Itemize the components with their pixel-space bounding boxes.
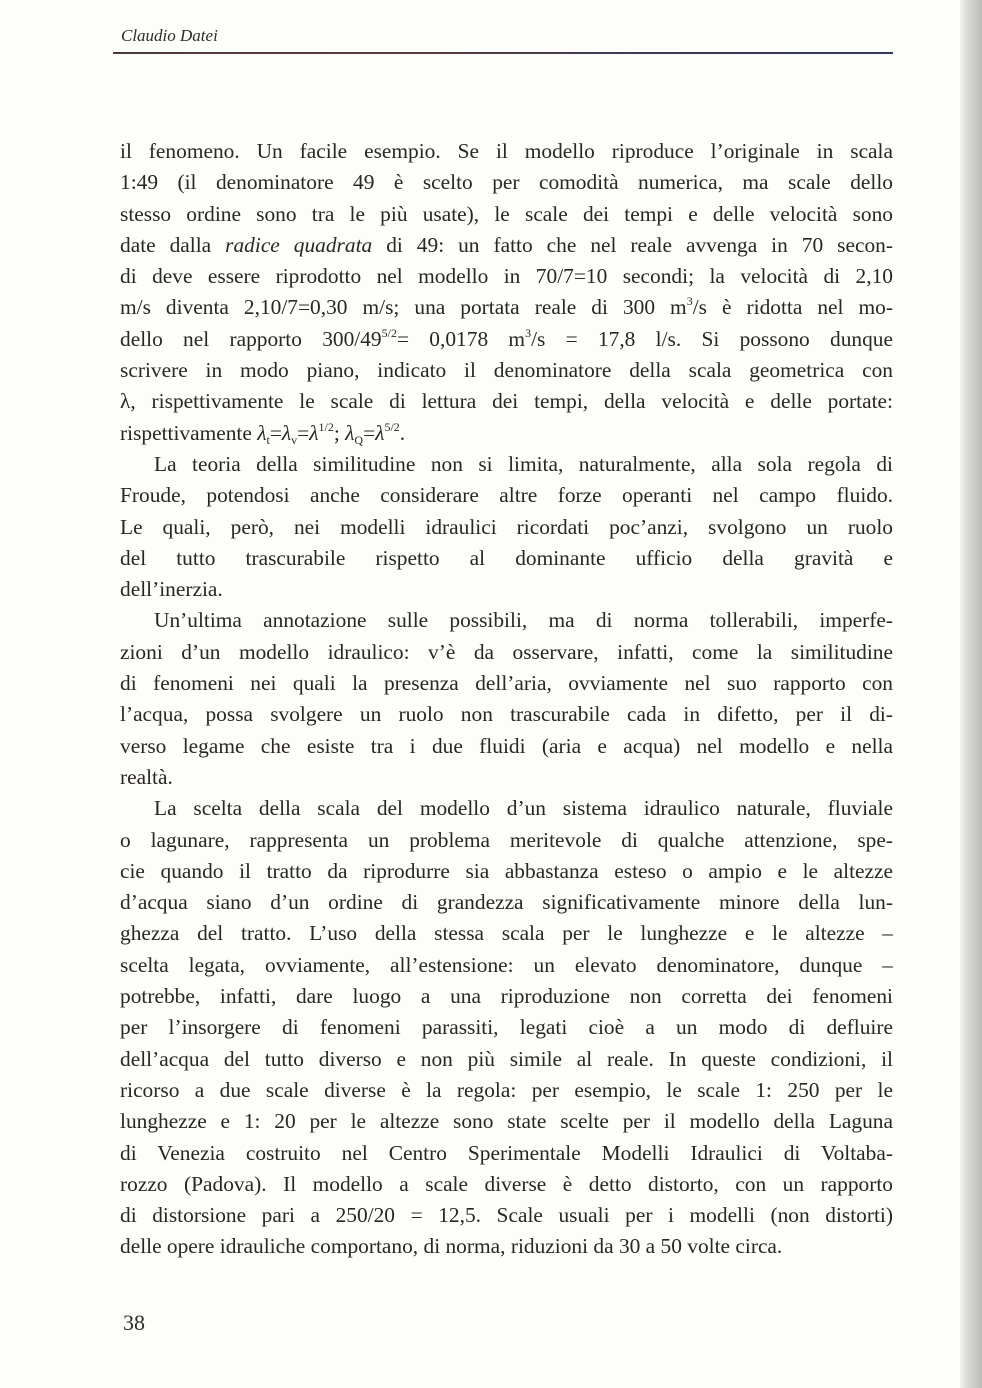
text-line: lunghezze e 1: 20 per le altezze sono state scelte per il modello della Laguna xyxy=(120,1109,893,1134)
paragraph-4 xyxy=(120,793,893,1262)
text-line xyxy=(120,292,893,323)
page-binding-edge xyxy=(960,0,982,1388)
text-run: . xyxy=(399,420,406,445)
text-line: La teoria della similitudine non si limita, naturalmente, alla sola regola di xyxy=(154,451,893,476)
text-line: dell’inerzia. xyxy=(120,577,223,602)
text-line: scrivere in modo piano, indicato il denominatore della scala geometrica con xyxy=(120,358,893,383)
text-line: λ, rispettivamente le scale di lettura dei tempi, della velocità e delle portate: xyxy=(120,389,893,414)
lambda-symbol: λ xyxy=(345,420,355,445)
text-line: per l’insorgere di fenomeni parassiti, legati cioè a un modo di defluire xyxy=(120,1015,893,1040)
text-line: delle opere idrauliche comportano, di norma, riduzioni da 30 a 50 volte circa. xyxy=(120,1234,783,1259)
text-line: La scelta della scala del modello d’un sistema idraulico naturale, fluviale xyxy=(154,796,893,821)
text-run: dello nel rapporto 300/49 xyxy=(120,326,382,351)
text-line: il fenomeno. Un facile esempio. Se il modello riproduce l’originale in scala xyxy=(120,139,893,163)
subscript: Q xyxy=(354,432,364,447)
text-run: rispettivamente xyxy=(120,420,258,445)
text-line xyxy=(120,324,893,355)
equals-sign: = xyxy=(297,420,310,445)
lambda-symbol: λ xyxy=(375,420,385,445)
text-line: Un’ultima annotazione sulle possibili, ma di norma tollerabili, imperfe- xyxy=(154,608,893,633)
lambda-symbol: λ xyxy=(257,420,267,445)
superscript: 1/2 xyxy=(318,419,334,434)
italic-term: radice quadrata xyxy=(225,232,373,257)
body-text xyxy=(120,136,893,1263)
text-line: del tutto trascurabile rispetto al dominante ufficio della gravità e xyxy=(120,545,893,570)
equals-sign: = xyxy=(269,420,282,445)
header-rule xyxy=(113,52,893,54)
text-line: ghezza del tratto. L’uso della stessa scala per le lunghezze e le altezze – xyxy=(120,921,893,946)
text-line: di deve essere riprodotto nel modello in 70/7=10 secondi; la velocità di 2,10 xyxy=(120,264,893,289)
text-line: Le quali, però, nei modelli idraulici ricordati poc’anzi, svolgono un ruolo xyxy=(120,514,893,539)
paragraph-1 xyxy=(120,136,893,449)
text-run: /s = 17,8 l/s. Si possono dunque xyxy=(531,326,893,351)
text-line: l’acqua, possa svolgere un ruolo non trascurabile cada in difetto, per il di- xyxy=(120,702,893,727)
subscript: t xyxy=(266,432,270,447)
page-number: 38 xyxy=(123,1310,145,1335)
text-line: di distorsione pari a 250/20 = 12,5. Scale usuali per i modelli (non distorti) xyxy=(120,1203,893,1228)
superscript: 5/2 xyxy=(384,419,400,434)
superscript: 3 xyxy=(525,325,532,340)
text-line: rozzo (Padova). Il modello a scale diverse è detto distorto, con un rapporto xyxy=(120,1171,893,1196)
text-line: cie quando il tratto da riprodurre sia abbastanza esteso o ampio e le altezze xyxy=(120,858,893,883)
lambda-symbol: λ xyxy=(309,420,319,445)
running-head-author: Claudio Datei xyxy=(121,26,218,45)
text-line: di fenomeni nei quali la presenza dell’aria, ovviamente nel suo rapporto con xyxy=(120,671,893,696)
subscript: v xyxy=(291,432,298,447)
text-run: di 49: un fatto che nel reale avvenga in 70 secon- xyxy=(372,232,893,257)
text-run: /s è ridotta nel mo- xyxy=(692,295,893,320)
lambda-symbol: λ xyxy=(281,420,292,445)
superscript: 5/2 xyxy=(381,325,397,340)
text-line: stesso ordine sono tra le più usate), le scale dei tempi e delle velocità sono xyxy=(120,201,893,226)
formula-line xyxy=(120,418,893,449)
superscript: 3 xyxy=(686,294,693,309)
paragraph-3 xyxy=(120,605,893,793)
text-line: potrebbe, infatti, dare luogo a una riproduzione non corretta dei fenomeni xyxy=(120,984,893,1009)
text-run: m/s diventa 2,10/7=0,30 m/s; una portata reale di 300 m xyxy=(120,295,687,320)
text-line: Froude, potendosi anche considerare altre forze operanti nel campo fluido. xyxy=(120,483,893,508)
text-line: scelta legata, ovviamente, all’estensione: un elevato denominatore, dunque – xyxy=(120,952,893,977)
text-line: dell’acqua del tutto diverso e non più simile al reale. In queste condizioni, il xyxy=(120,1046,893,1071)
text-line: ricorso a due scale diverse è la regola: per esempio, le scale 1: 250 per le xyxy=(120,1077,893,1102)
text-run: ; xyxy=(333,420,346,445)
text-line xyxy=(120,230,893,261)
text-line: verso legame che esiste tra i due fluidi (aria e acqua) nel modello e nella xyxy=(120,733,893,758)
text-run: date dalla xyxy=(120,232,226,257)
text-line: di Venezia costruito nel Centro Sperimentale Modelli Idraulici di Voltaba- xyxy=(120,1140,893,1165)
text-line: o lagunare, rappresenta un problema meritevole di qualche attenzione, spe- xyxy=(120,827,893,852)
text-line: 1:49 (il denominatore 49 è scelto per comodità numerica, ma scale dello xyxy=(120,170,893,195)
text-run: = 0,0178 m xyxy=(396,326,526,351)
text-line: zioni d’un modello idraulico: v’è da osservare, infatti, come la similitudine xyxy=(120,639,893,664)
paragraph-2 xyxy=(120,449,893,605)
equals-sign: = xyxy=(363,420,376,445)
text-line: d’acqua siano d’un ordine di grandezza significativamente minore della lun- xyxy=(120,890,893,915)
text-line: realtà. xyxy=(120,764,173,789)
